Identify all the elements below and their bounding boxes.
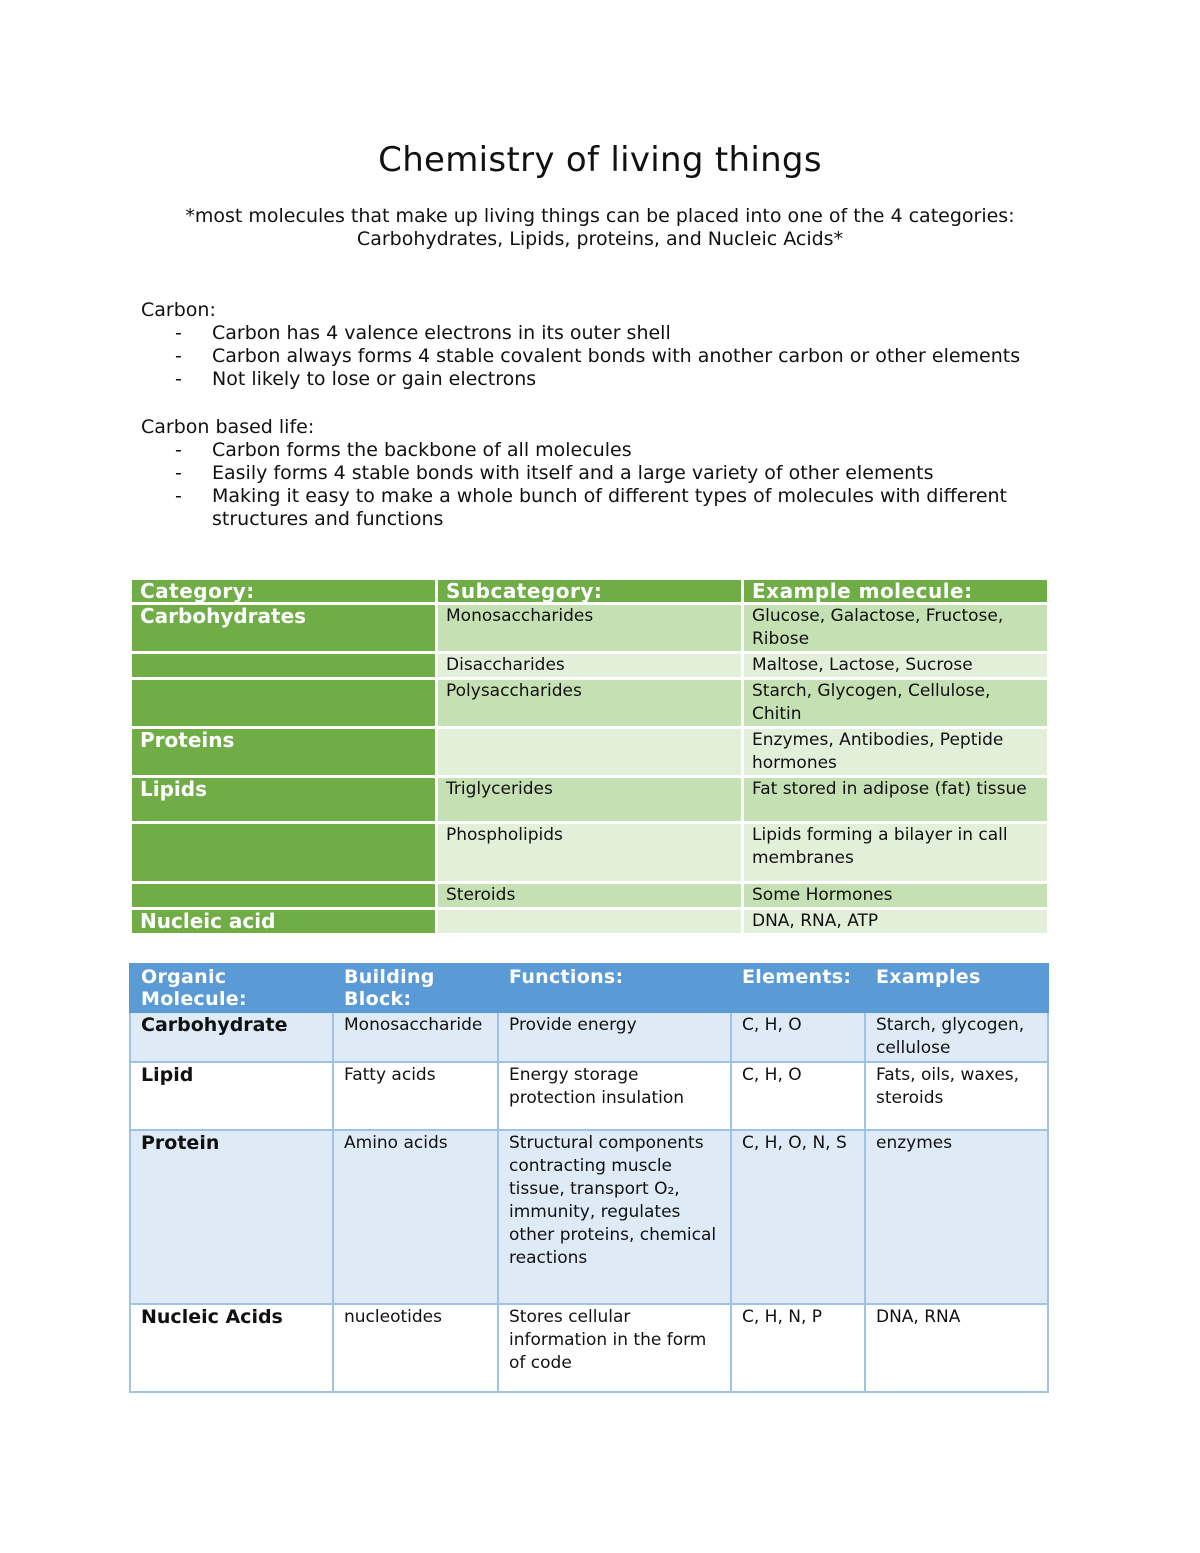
category-cell	[132, 654, 435, 677]
example-cell: Starch, Glycogen, Cellulose, Chitin	[744, 680, 1047, 726]
carbon-list	[141, 322, 1061, 391]
examples-cell: Starch, glycogen, cellulose	[865, 1012, 1048, 1062]
category-cell: Carbohydrates	[132, 605, 435, 651]
category-cell	[132, 884, 435, 907]
example-cell: Some Hormones	[744, 884, 1047, 907]
list-item: - Carbon always forms 4 stable covalent bonds with another carbon or other elements	[141, 345, 1061, 368]
subtitle-line-1: *most molecules that make up living things can be placed into one of the 4 categories:	[185, 205, 1015, 227]
table-row	[132, 654, 1047, 677]
block-cell: Monosaccharide	[333, 1012, 498, 1062]
category-table	[129, 577, 1050, 936]
subcategory-cell	[438, 910, 741, 933]
carbon-heading: Carbon:	[141, 299, 216, 321]
page-title: Chemistry of living things	[378, 140, 822, 180]
category-cell	[132, 824, 435, 881]
header-cell: Examples	[865, 964, 1048, 1012]
subcategory-cell	[438, 729, 741, 775]
header-cell: Elements:	[731, 964, 865, 1012]
header-cell: Organic Molecule:	[130, 964, 333, 1012]
functions-cell: Energy storage protection insulation	[498, 1062, 731, 1130]
functions-cell: Provide energy	[498, 1012, 731, 1062]
molecule-cell: Lipid	[130, 1062, 333, 1130]
organic-molecule-table	[129, 963, 1049, 1393]
table-header-row	[132, 580, 1047, 602]
subtitle	[100, 205, 1100, 251]
table-row	[130, 1304, 1048, 1392]
examples-cell: enzymes	[865, 1130, 1048, 1304]
list-item: - Making it easy to make a whole bunch of different types of molecules with different structures and functions	[141, 485, 1061, 531]
molecule-cell: Carbohydrate	[130, 1012, 333, 1062]
carbon-life-heading: Carbon based life:	[141, 416, 315, 438]
table-row	[132, 778, 1047, 821]
molecule-cell: Protein	[130, 1130, 333, 1304]
subcategory-cell: Polysaccharides	[438, 680, 741, 726]
elements-cell: C, H, O, N, S	[731, 1130, 865, 1304]
table-row	[132, 729, 1047, 775]
list-item: - Carbon has 4 valence electrons in its outer shell	[141, 322, 1061, 345]
examples-cell: Fats, oils, waxes, steroids	[865, 1062, 1048, 1130]
table-row	[132, 884, 1047, 907]
subcategory-cell: Steroids	[438, 884, 741, 907]
examples-cell: DNA, RNA	[865, 1304, 1048, 1392]
example-cell: Fat stored in adipose (fat) tissue	[744, 778, 1047, 821]
header-cell: Functions:	[498, 964, 731, 1012]
category-cell: Nucleic acid	[132, 910, 435, 933]
table-row	[132, 824, 1047, 881]
category-cell	[132, 680, 435, 726]
functions-cell: Structural components contracting muscle tissue, transport O₂, immunity, regulates other proteins, chemical reactions	[498, 1130, 731, 1304]
table-row	[132, 605, 1047, 651]
elements-cell: C, H, O	[731, 1012, 865, 1062]
elements-cell: C, H, N, P	[731, 1304, 865, 1392]
list-item: - Not likely to lose or gain electrons	[141, 368, 1061, 391]
list-item: - Easily forms 4 stable bonds with itself and a large variety of other elements	[141, 462, 1061, 485]
molecule-cell: Nucleic Acids	[130, 1304, 333, 1392]
table-row	[130, 1012, 1048, 1062]
example-cell: DNA, RNA, ATP	[744, 910, 1047, 933]
block-cell: Amino acids	[333, 1130, 498, 1304]
example-cell: Enzymes, Antibodies, Peptide hormones	[744, 729, 1047, 775]
subcategory-cell: Phospholipids	[438, 824, 741, 881]
subcategory-cell: Monosaccharides	[438, 605, 741, 651]
block-cell: Fatty acids	[333, 1062, 498, 1130]
block-cell: nucleotides	[333, 1304, 498, 1392]
carbon-life-list	[141, 439, 1061, 531]
header-cell: Example molecule:	[744, 580, 1047, 602]
category-cell: Proteins	[132, 729, 435, 775]
functions-cell: Stores cellular information in the form of code	[498, 1304, 731, 1392]
elements-cell: C, H, O	[731, 1062, 865, 1130]
table-row	[132, 680, 1047, 726]
header-cell: Category:	[132, 580, 435, 602]
example-cell: Glucose, Galactose, Fructose, Ribose	[744, 605, 1047, 651]
carbon-life-section	[141, 416, 1061, 531]
table-header-row	[130, 964, 1048, 1012]
category-cell: Lipids	[132, 778, 435, 821]
subtitle-line-2: Carbohydrates, Lipids, proteins, and Nucleic Acids*	[356, 228, 844, 250]
subcategory-cell: Disaccharides	[438, 654, 741, 677]
header-cell: Building Block:	[333, 964, 498, 1012]
example-cell: Maltose, Lactose, Sucrose	[744, 654, 1047, 677]
carbon-section	[141, 299, 1061, 391]
example-cell: Lipids forming a bilayer in call membranes	[744, 824, 1047, 881]
table-row	[130, 1130, 1048, 1304]
table-row	[132, 910, 1047, 933]
list-item: - Carbon forms the backbone of all molecules	[141, 439, 1061, 462]
subcategory-cell: Triglycerides	[438, 778, 741, 821]
table-row	[130, 1062, 1048, 1130]
header-cell: Subcategory:	[438, 580, 741, 602]
